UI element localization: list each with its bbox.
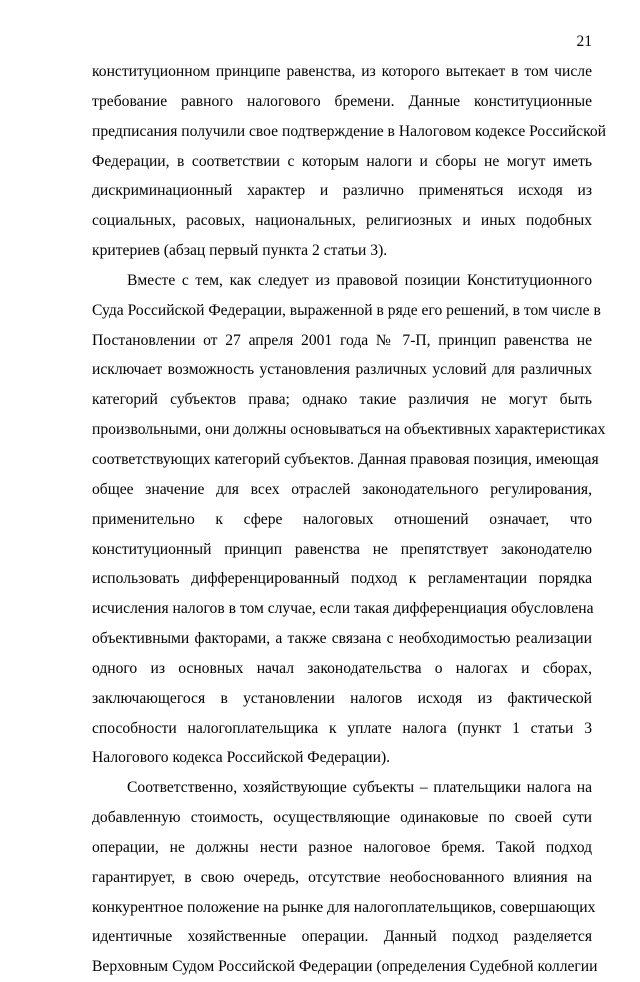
text-line: заключающегося в установлении налогов исходя из фактической [92, 689, 592, 707]
text-line: Соответственно, хозяйствующие субъекты – плательщики налога на [127, 779, 592, 797]
text-line: конституционном принципе равенства, из которого вытекает в том числе [92, 63, 592, 80]
text-line: одного из основных начал законодательства о налогах и сборах, [92, 659, 592, 677]
text-line: социальных, расовых, национальных, религиозных и иных подобных [92, 212, 592, 230]
text-line: операции, не должны нести разное налоговое бремя. Такой подход [92, 838, 592, 856]
paragraph-3 [92, 773, 598, 982]
text-line: идентичные хозяйственные операции. Данный подход разделяется [92, 928, 592, 946]
page-number: 21 [576, 33, 592, 50]
paragraph-2 [92, 266, 606, 773]
text-line: способности налогоплательщика к уплате налога (пункт 1 статьи 3 [92, 719, 592, 737]
text-line: критериев (абзац первый пункта 2 статьи 3). [92, 242, 388, 260]
text-line: дискриминационный характер и различно применяться исходя из [92, 182, 592, 200]
text-line: Вместе с тем, как следует из правовой позиции Конституционного [127, 271, 592, 289]
paragraph-1 [92, 57, 606, 266]
text-line: исключает возможность установления различных условий для различных [92, 361, 592, 379]
text-line: Федерации, в соответствии с которым налоги и сборы не могут иметь [92, 152, 592, 170]
text-line: применительно к сфере налоговых отношений означает, что [92, 510, 592, 528]
text-line: объективными факторами, а также связана с необходимостью реализации [92, 630, 592, 648]
text-line: Верховным Судом Российской Федерации (определения Судебной коллегии [92, 958, 598, 976]
text-line: исчисления налогов в том случае, если такая дифференциация обусловлена [92, 600, 594, 618]
text-line: гарантирует, в свою очередь, отсутствие необоснованного влияния на [92, 868, 592, 886]
text-line: добавленную стоимость, осуществляющие одинаковые по своей сути [92, 809, 592, 827]
text-line: Суда Российской Федерации, выраженной в ряде его решений, в том числе в [92, 301, 601, 319]
body-text [92, 57, 606, 982]
text-line: Налогового кодекса Российской Федерации). [92, 749, 391, 767]
text-line: предписания получили свое подтверждение в Налоговом кодексе Российской [92, 122, 606, 140]
text-line: произвольными, они должны основываться на объективных характеристиках [92, 421, 606, 439]
text-line: соответствующих категорий субъектов. Данная правовая позиция, имеющая [92, 450, 599, 468]
text-line: общее значение для всех отраслей законодательного регулирования, [92, 480, 592, 498]
text-line: использовать дифференцированный подход к регламентации порядка [92, 570, 592, 588]
text-line: конкурентное положение на рынке для налогоплательщиков, совершающих [92, 898, 596, 916]
text-line: категорий субъектов права; однако такие различия не могут быть [92, 391, 592, 409]
text-line: требование равного налогового бремени. Данные конституционные [92, 92, 592, 110]
text-line: Постановлении от 27 апреля 2001 года № 7-П, принцип равенства не [92, 331, 592, 349]
text-line: конституционный принцип равенства не препятствует законодателю [92, 540, 592, 558]
